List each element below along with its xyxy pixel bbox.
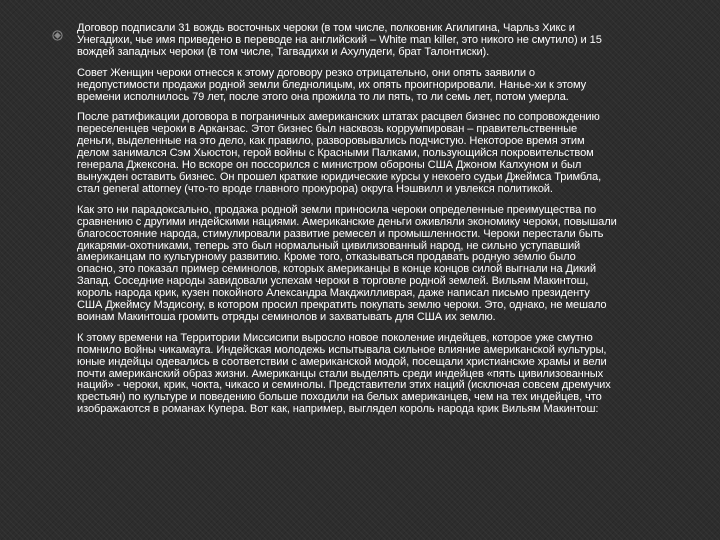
paragraph-resettlement-business: После ратификации договора в пограничных американских штатах расцвел бизнес по сопровождению переселенцев чероки в Арканзас. Этот бизнес был насквозь коррумпирован – правительственные деньги, выделенные на это дело, как правило, разворовывались подчистую. Некоторое время этим делом занимался Сэм Хьюстон, герой войны с Красными Палками, пользующийся покровительством генерала Джексона. Но вскоре он поссорился с министром обороны США Джоном Калхуном и был вынужден оставить бизнес. Он прошел краткие юридические курсы у некоего судьи Джеймса Тримбла, стал general attorney (что-то вроде главного прокурора) округа Нэшвилл и увлекся политикой. — [77, 111, 602, 195]
circle-diamond-bullet-icon — [52, 30, 63, 44]
slide-body-text — [77, 23, 617, 425]
paragraph-new-generation: К этому времени на Территории Миссисипи выросло новое поколение индейцев, которое уже смутно помнило войны чикамауга. Индейская молодежь испытывала сильное влияние американской культуры, юные индейцы одевались в соответствии с американской модой, посещали христианские храмы и вели почти американский образ жизни. Американцы стали выделять среди индейцев «пять цивилизованных наций» - чероки, крик, чокта, чикасо и семинолы. Представители этих наций (исключая совсем дремучих крестьян) по культуре и поведению больше походили на белых американцев, чем на тех индейцев, что изображаются в романах Купера. Вот как, например, выглядел король народа крик Вильям Макинтош: — [77, 331, 611, 416]
paragraph-land-sale-advantages: Как это ни парадоксально, продажа родной земли приносила чероки определенные преимущества по сравнению с другими индейскими нациями. Американские деньги оживляли экономику чероки, повышали благосостояние народа, стимулировали развитие ремесел и промышленности. Чероки перестали быть дикарями-охотниками, теперь это был нормальный цивилизованный народ, не сильно уступавший американцам по культурному развитию. Кроме того, отказываться продавать родную землю было опасно, это показал пример семинолов, которых американцы в конце концов силой выгнали на Дикий Запад. Соседние народы завидовали успехам чероки в торговле родной землей. Вильям Макинтош, король народа крик, кузен покойного Александра Макджилливрая, даже написал письмо президенту США Джеймсу Мэдисону, в котором просил прекратить покупать землю чероки. Это, однако, не мешало воинам Макинтоша громить отряды семинолов и захватывать для США их землю. — [77, 203, 617, 323]
paragraph-treaty-signers: Договор подписали 31 вождь восточных чероки (в том числе, полковник Агилигина, Чарльз Хикс и Унегадихи, чье имя приведено в переводе на английский – White man killer, это никого не смутило) и 15 вождей западных чероки (в том числе, Тагвадихи и Ахулудеги, брат Талонтиски). — [77, 22, 602, 58]
paragraph-women-council: Совет Женщин чероки отнесся к этому договору резко отрицательно, они опять заявили о недопустимости продажи родной земли бледнолицым, их опять проигнорировали. Нанье-хи к этому времени исполнилось 79 лет, после этого она прожила то ли пять, то ли семь лет, потом умерла. — [77, 66, 587, 103]
